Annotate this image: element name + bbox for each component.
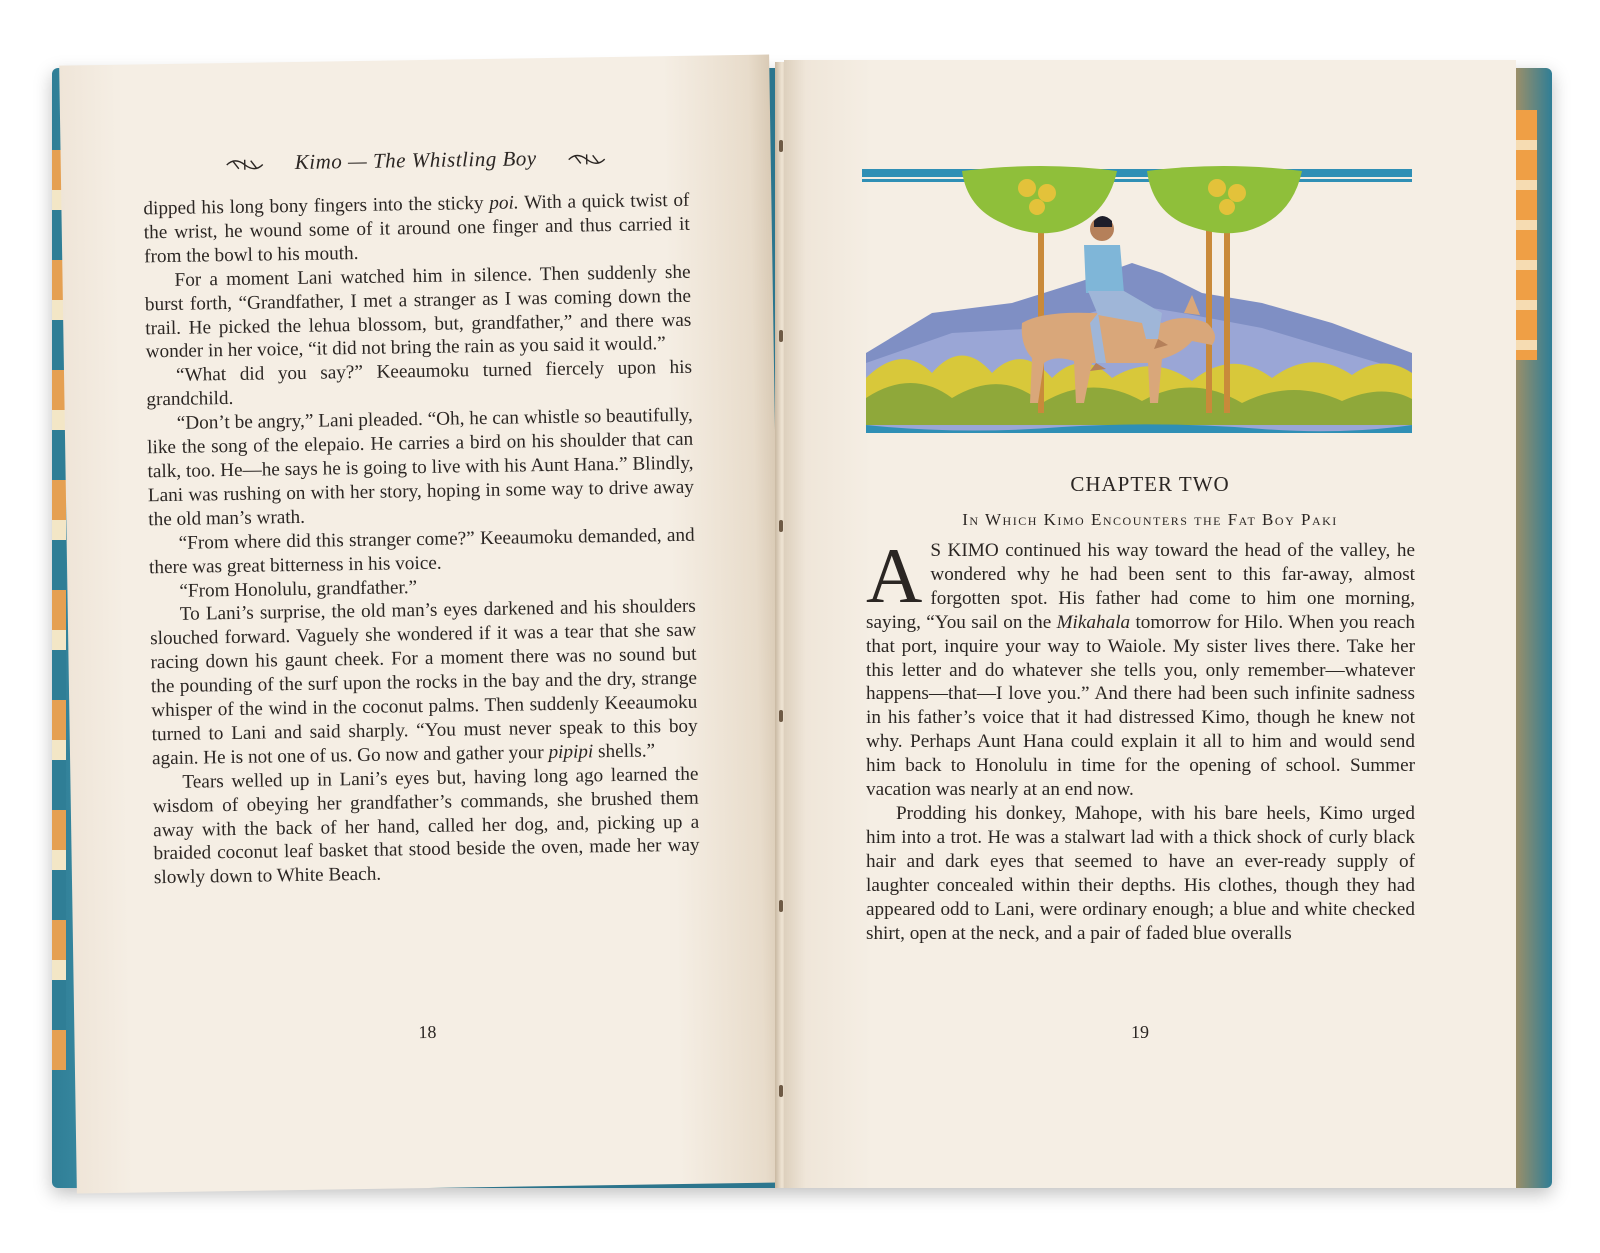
paragraph-text: shells.” xyxy=(593,740,656,763)
body-paragraph xyxy=(866,532,1415,802)
paragraph-text: S KIMO continued his way toward the head of the valley, he wondered why he had been sent to this far-away, almost forgotten spot. His father had come to him one morning, saying, “You sail on the xyxy=(866,540,1415,633)
paragraph-text: Prodding his donkey, Mahope, with his bare heels, Kimo urged him into a trot. He was a stalwart lad with a thick shock of curly black hair and dark eyes that seemed to have an ever-ready supply of laughter concealed within their depths. His clothes, though they had appeared odd to Lani, were ordinary enough; a blue and white checked shirt, open at the neck, and a pair of faded blue overalls xyxy=(866,802,1415,944)
body-paragraph xyxy=(149,523,696,579)
binding-stitch xyxy=(779,1085,783,1097)
paragraph-text: To Lani’s surprise, the old man’s eyes darkened and his shoulders slouched forward. Vaguely she wondered if it was a tear that she saw racing down his gaunt cheek. For a moment there was no sound but the pounding of the surf upon the rocks in the bay and the dry, strange whisper of the wind in the coconut palms. Then suddenly Keeaumoku turned to Lani and said sharply. “You must never speak to this boy again. He is not one of us. Go now and gather your xyxy=(150,596,698,770)
body-paragraph xyxy=(866,802,1415,945)
body-paragraph xyxy=(143,189,690,269)
italic-text: Mikahala xyxy=(1056,611,1131,633)
chapter-illustration xyxy=(862,163,1418,448)
ornament-left-icon xyxy=(225,157,265,174)
paragraph-text: “From where did this stranger come?” Keeaumoku demanded, and there was great bitterness in his voice. xyxy=(148,524,695,578)
body-paragraph xyxy=(150,595,699,771)
paragraph-text: Tears welled up in Lani’s eyes but, having long ago learned the wisdom of obeying her grandfather’s commands, she brushed them away with the back of her hand, called her dog, and, picking up a braided coconut leaf basket that stood beside the oven, made her way slowly down to White Beach. xyxy=(152,763,700,889)
paragraph-text: “From Honolulu, grandfather.” xyxy=(179,576,418,602)
paragraph-text: “What did you say?” Keeaumoku turned fiercely upon his grandchild. xyxy=(146,357,693,411)
running-head xyxy=(61,142,771,178)
paragraph-text: “Don’t be angry,” Lani pleaded. “Oh, he can whistle so beautifully, like the song of the elepaio. He carries a bird on his shoulder that can talk, too. He—he says he is going to live with his Aunt Hana.” Blindly, Lani was rushing on with her story, hoping in some way to drive away the old man’s wrath. xyxy=(147,404,695,531)
paragraph-text: tomorrow for Hilo. When you reach that port, inquire your way to Waiole. My sister lives there. Take her this letter and do whatever she tells you, only remember—whatever happens—that—I love you.” And there had been such infinite sadness in his father’s voice that it had distressed Kimo, though he knew not why. Perhaps Aunt Hana could explain it all to him and would send him back to Honolulu in time for the opening of school. Summer vacation was nearly at an end now. xyxy=(866,611,1415,801)
binding-stitch xyxy=(779,330,783,342)
drop-cap: A xyxy=(866,532,923,619)
running-head-text: Kimo — The Whistling Boy xyxy=(294,146,537,174)
paragraph-text: For a moment Lani watched him in silence. Then suddenly she burst forth, “Grandfather, I met a stranger as I was coming down the trail. He picked the lehua blossom, but, grandfather,” and there was wonder in her voice, “it did not bring the rain as you said it would.” xyxy=(144,261,692,363)
binding-stitch xyxy=(779,900,783,912)
binding-stitch xyxy=(779,710,783,722)
left-page xyxy=(59,54,787,1193)
italic-text: pipipi xyxy=(548,741,594,763)
right-page xyxy=(784,60,1516,1188)
left-page-body xyxy=(143,189,700,891)
body-paragraph xyxy=(152,762,700,890)
binding-stitch xyxy=(779,520,783,532)
paragraph-text: dipped his long bony fingers into the sticky xyxy=(143,192,490,220)
italic-text: poi. xyxy=(489,192,519,214)
cover-edge-right xyxy=(1515,110,1537,360)
chapter-subtitle: In Which Kimo Encounters the Fat Boy Paki xyxy=(962,510,1338,529)
body-paragraph xyxy=(147,404,695,532)
paragraph-text: With a quick twist of the wrist, he wound some of it around one finger and thus carried it from the bowl to his mouth. xyxy=(143,189,690,268)
right-page-body xyxy=(866,532,1415,945)
binding-stitch xyxy=(779,140,783,152)
page-number-right: 19 xyxy=(1131,1022,1149,1042)
chapter-title: CHAPTER TWO xyxy=(1070,472,1230,496)
body-paragraph xyxy=(146,356,693,412)
body-paragraph xyxy=(144,260,691,364)
ornament-right-icon xyxy=(567,151,607,168)
page-number-left: 18 xyxy=(418,1021,437,1043)
